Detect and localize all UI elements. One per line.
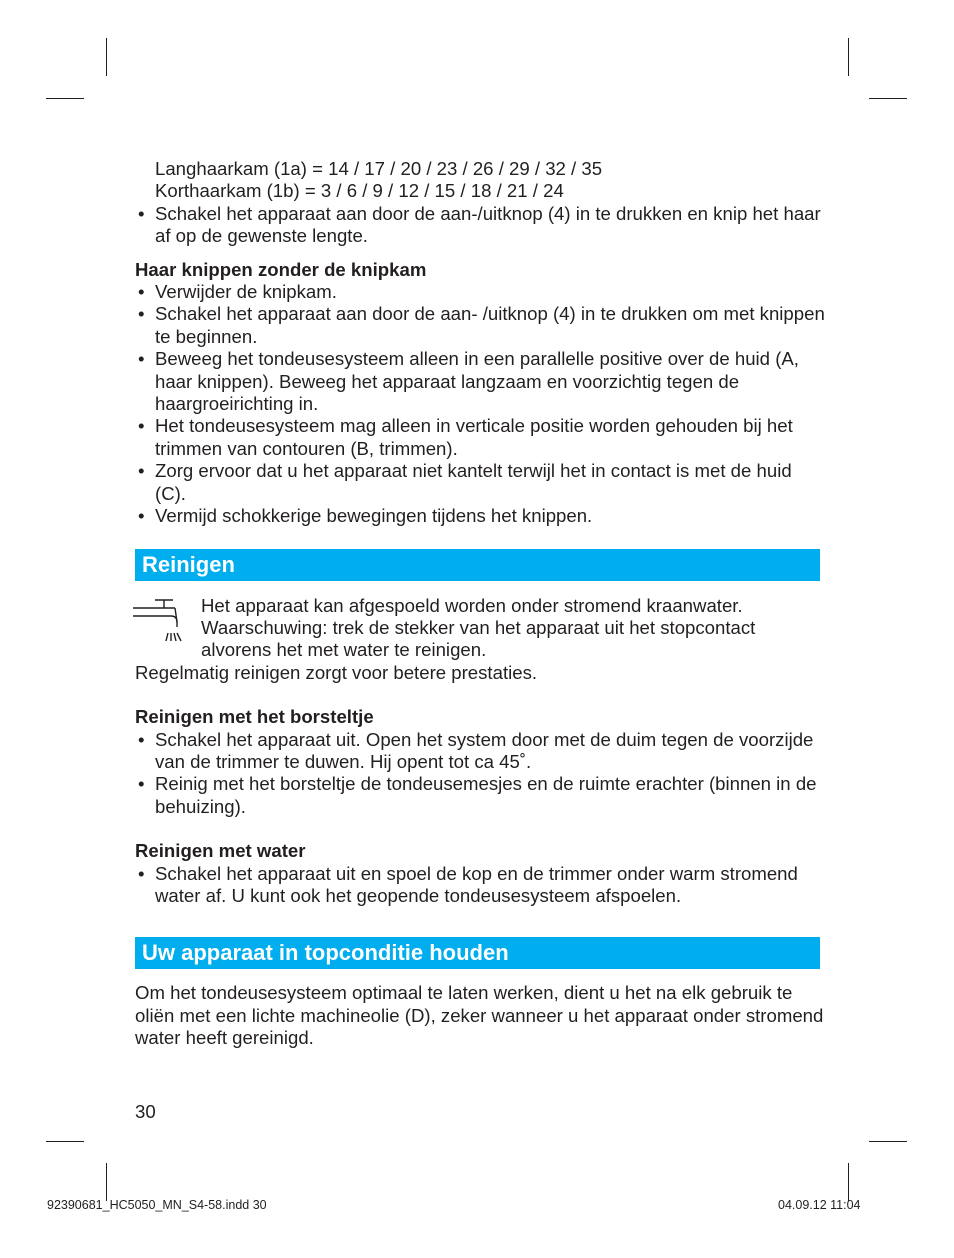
list-item: • Zorg ervoor dat u het apparaat niet kantelt terwijl het in contact is met de huid (C). xyxy=(135,460,825,505)
list-item: • Reinig met het borsteltje de tondeusemesjes en de ruimte erachter (binnen in de behuizing). xyxy=(135,773,825,818)
water-bullet-list xyxy=(135,863,825,908)
crop-mark xyxy=(106,38,107,76)
cutting-bullet-list xyxy=(135,281,825,527)
crop-mark xyxy=(848,38,849,76)
regular-cleaning-text: Regelmatig reinigen zorgt voor betere prestaties. xyxy=(135,661,538,683)
rinse-line: Het apparaat kan afgespoeld worden onder stromend kraanwater. xyxy=(201,594,743,616)
brush-cleaning-heading: Reinigen met het borsteltje xyxy=(135,706,374,728)
maintenance-section-title: Uw apparaat in topconditie houden xyxy=(135,937,820,969)
rinse-line: alvorens het met water te reinigen. xyxy=(201,639,487,661)
comb-short-line: Korthaarkam (1b) = 3 / 6 / 9 / 12 / 15 / 18 / 21 / 24 xyxy=(155,180,564,202)
comb-long-line: Langhaarkam (1a) = 14 / 17 / 20 / 23 / 26 / 29 / 32 / 35 xyxy=(155,158,603,179)
intro-bullet-list xyxy=(135,203,825,248)
maintenance-text: Om het tondeusesysteem optimaal te laten werken, dient u het na elk gebruik te oliën met een lichte machineolie (D), zeker wanneer u het apparaat onder stromend water heeft gereinigd. xyxy=(135,982,824,1049)
page-content xyxy=(135,158,825,1050)
list-item: • Verwijder de knipkam. xyxy=(135,281,825,303)
rinse-line: Waarschuwing: trek de stekker van het apparaat uit het stopcontact xyxy=(201,616,756,638)
water-cleaning-heading: Reinigen met water xyxy=(135,840,306,862)
crop-mark xyxy=(848,1163,849,1201)
crop-mark xyxy=(106,1163,107,1201)
water-tap-icon xyxy=(133,599,185,651)
list-item: • Schakel het apparaat uit. Open het system door met de duim tegen de voorzijde van de trimmer te duwen. Hij opent tot ca 45˚. xyxy=(135,729,825,774)
list-item: • Schakel het apparaat aan door de aan-/uitknop (4) in te drukken en knip het haar af op de gewenste lengte. xyxy=(135,203,825,248)
crop-mark xyxy=(869,98,907,99)
list-item: • Het tondeusesysteem mag alleen in verticale positie worden gehouden bij het trimmen van contouren (B, trimmen). xyxy=(135,415,825,460)
rinse-notice xyxy=(135,595,825,662)
list-item: • Schakel het apparaat uit en spoel de kop en de trimmer onder warm stromend water af. U kunt ook het geopende tondeusesysteem afspoelen. xyxy=(135,863,825,908)
brush-bullet-list xyxy=(135,729,825,819)
list-item: • Beweeg het tondeusesysteem alleen in een parallelle positive over de huid (A, haar knippen). Beweeg het apparaat langzaam en voorzichtig tegen de haargroeirichting in. xyxy=(135,348,825,415)
crop-mark xyxy=(869,1141,907,1142)
list-item: • Schakel het apparaat aan door de aan- /uitknop (4) in te drukken om met knippen te beginnen. xyxy=(135,303,825,348)
cutting-without-comb-heading: Haar knippen zonder de knipkam xyxy=(135,258,427,280)
slug-date: 04.09.12 11:04 xyxy=(778,1198,861,1212)
crop-mark xyxy=(46,1141,84,1142)
cleaning-section-title: Reinigen xyxy=(135,549,820,581)
slug-file: 92390681_HC5050_MN_S4-58.indd 30 xyxy=(47,1198,267,1212)
list-item: • Vermijd schokkerige bewegingen tijdens het knippen. xyxy=(135,505,825,527)
crop-mark xyxy=(46,98,84,99)
page-number: 30 xyxy=(135,1101,156,1122)
